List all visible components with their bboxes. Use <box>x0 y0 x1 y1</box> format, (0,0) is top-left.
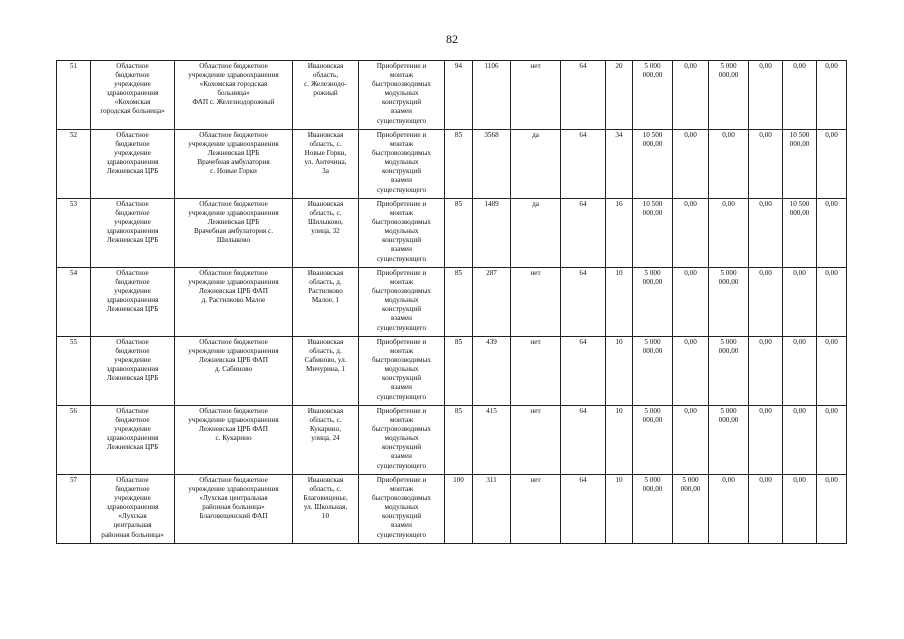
value-cell: 311 <box>473 475 511 544</box>
value-cell: нет <box>511 337 561 406</box>
amount-cell: 5 000 000,00 <box>709 268 749 337</box>
work-type-cell: Приобретение и монтаж быстровозводимых модульных конструкций взамен существующего <box>359 475 445 544</box>
value-cell: 85 <box>445 268 473 337</box>
amount-cell: 0,00 <box>673 337 709 406</box>
value-cell: 3568 <box>473 130 511 199</box>
facility-cell: Областное бюджетное учреждение здравоохранения Лежневская ЦРБ ФАП с. Кукарино <box>175 406 293 475</box>
amount-cell: 0,00 <box>749 268 783 337</box>
facilities-table <box>56 60 847 544</box>
value-cell: 64 <box>561 199 606 268</box>
value-cell: да <box>511 130 561 199</box>
amount-cell: 0,00 <box>673 268 709 337</box>
work-type-cell: Приобретение и монтаж быстровозводимых модульных конструкций взамен существующего <box>359 337 445 406</box>
amount-cell: 0,00 <box>817 130 847 199</box>
value-cell: 64 <box>561 130 606 199</box>
organization-cell: Областное бюджетное учреждение здравоохранения Лежневская ЦРБ <box>91 337 175 406</box>
value-cell: 64 <box>561 337 606 406</box>
value-cell: 100 <box>445 475 473 544</box>
amount-cell: 0,00 <box>783 406 817 475</box>
address-cell: Ивановская область, с. Кукарино, улица, 24 <box>293 406 359 475</box>
value-cell: нет <box>511 61 561 130</box>
amount-cell: 0,00 <box>673 199 709 268</box>
page-number: 82 <box>446 32 458 46</box>
address-cell: Ивановская область, с. Железнодо- рожный <box>293 61 359 130</box>
facility-cell: Областное бюджетное учреждение здравоохранения Лежневская ЦРБ ФАП д. Растилково Малое <box>175 268 293 337</box>
work-type-cell: Приобретение и монтаж быстровозводимых модульных конструкций взамен существующего <box>359 268 445 337</box>
table-row <box>57 61 847 130</box>
value-cell: нет <box>511 475 561 544</box>
address-cell: Ивановская область, с. Новые Горки, ул. Антечина, 3а <box>293 130 359 199</box>
amount-cell: 5 000 000,00 <box>633 337 673 406</box>
amount-cell: 0,00 <box>817 61 847 130</box>
organization-cell: Областное бюджетное учреждение здравоохранения «Кохомская городская больница» <box>91 61 175 130</box>
value-cell: 34 <box>606 130 633 199</box>
amount-cell: 0,00 <box>709 130 749 199</box>
row-number: 52 <box>57 130 91 199</box>
address-cell: Ивановская область, с. Шилыково, улица, 32 <box>293 199 359 268</box>
address-cell: Ивановская область, с. Благовещенье, ул. Школьная, 10 <box>293 475 359 544</box>
amount-cell: 0,00 <box>749 406 783 475</box>
value-cell: 1106 <box>473 61 511 130</box>
amount-cell: 0,00 <box>673 61 709 130</box>
facility-cell: Областное бюджетное учреждение здравоохранения Лежневская ЦРБ Врачебная амбулатория с. Шилыково <box>175 199 293 268</box>
address-cell: Ивановская область, д. Растилково Малое, 1 <box>293 268 359 337</box>
amount-cell: 10 500 000,00 <box>633 130 673 199</box>
amount-cell: 0,00 <box>783 61 817 130</box>
value-cell: 415 <box>473 406 511 475</box>
amount-cell: 5 000 000,00 <box>709 337 749 406</box>
value-cell: 85 <box>445 130 473 199</box>
work-type-cell: Приобретение и монтаж быстровозводимых модульных конструкций взамен существующего <box>359 199 445 268</box>
amount-cell: 0,00 <box>749 199 783 268</box>
value-cell: 10 <box>606 268 633 337</box>
value-cell: 64 <box>561 475 606 544</box>
row-number: 57 <box>57 475 91 544</box>
facility-cell: Областное бюджетное учреждение здравоохранения «Кохомская городская больница» ФАП с. Железнодорожный <box>175 61 293 130</box>
value-cell: 10 <box>606 475 633 544</box>
value-cell: да <box>511 199 561 268</box>
work-type-cell: Приобретение и монтаж быстровозводимых модульных конструкций взамен существующего <box>359 406 445 475</box>
value-cell: 287 <box>473 268 511 337</box>
amount-cell: 10 500 000,00 <box>633 199 673 268</box>
table-row <box>57 337 847 406</box>
value-cell: нет <box>511 268 561 337</box>
organization-cell: Областное бюджетное учреждение здравоохранения Лежневская ЦРБ <box>91 268 175 337</box>
amount-cell: 10 500 000,00 <box>783 199 817 268</box>
organization-cell: Областное бюджетное учреждение здравоохранения Лежневская ЦРБ <box>91 406 175 475</box>
amount-cell: 0,00 <box>749 475 783 544</box>
amount-cell: 0,00 <box>817 406 847 475</box>
value-cell: 10 <box>606 337 633 406</box>
amount-cell: 0,00 <box>783 268 817 337</box>
organization-cell: Областное бюджетное учреждение здравоохранения «Лухская центральная районная больница» <box>91 475 175 544</box>
table-row <box>57 130 847 199</box>
table-row <box>57 268 847 337</box>
facility-cell: Областное бюджетное учреждение здравоохранения Лежневская ЦРБ Врачебная амбулатория с. Новые Горки <box>175 130 293 199</box>
value-cell: 16 <box>606 199 633 268</box>
amount-cell: 10 500 000,00 <box>783 130 817 199</box>
value-cell: 20 <box>606 61 633 130</box>
amount-cell: 0,00 <box>749 130 783 199</box>
value-cell: 64 <box>561 406 606 475</box>
value-cell: 10 <box>606 406 633 475</box>
organization-cell: Областное бюджетное учреждение здравоохранения Лежневская ЦРБ <box>91 199 175 268</box>
row-number: 53 <box>57 199 91 268</box>
amount-cell: 0,00 <box>783 337 817 406</box>
value-cell: 439 <box>473 337 511 406</box>
organization-cell: Областное бюджетное учреждение здравоохранения Лежневская ЦРБ <box>91 130 175 199</box>
amount-cell: 5 000 000,00 <box>633 475 673 544</box>
table-row <box>57 406 847 475</box>
table-row <box>57 199 847 268</box>
amount-cell: 0,00 <box>709 199 749 268</box>
value-cell: 85 <box>445 337 473 406</box>
facility-cell: Областное бюджетное учреждение здравоохранения «Лухская центральная районная больница» Благовещенский ФАП <box>175 475 293 544</box>
row-number: 51 <box>57 61 91 130</box>
value-cell: 64 <box>561 61 606 130</box>
amount-cell: 5 000 000,00 <box>633 406 673 475</box>
value-cell: 85 <box>445 406 473 475</box>
value-cell: 85 <box>445 199 473 268</box>
value-cell: 94 <box>445 61 473 130</box>
amount-cell: 5 000 000,00 <box>633 61 673 130</box>
facility-cell: Областное бюджетное учреждение здравоохранения Лежневская ЦРБ ФАП д. Сабиново <box>175 337 293 406</box>
address-cell: Ивановская область, д. Сабиново, ул. Мичурина, 1 <box>293 337 359 406</box>
value-cell: 64 <box>561 268 606 337</box>
amount-cell: 5 000 000,00 <box>633 268 673 337</box>
amount-cell: 0,00 <box>709 475 749 544</box>
amount-cell: 0,00 <box>673 130 709 199</box>
amount-cell: 0,00 <box>749 61 783 130</box>
amount-cell: 5 000 000,00 <box>709 61 749 130</box>
row-number: 55 <box>57 337 91 406</box>
amount-cell: 0,00 <box>817 337 847 406</box>
row-number: 54 <box>57 268 91 337</box>
work-type-cell: Приобретение и монтаж быстровозводимых модульных конструкций взамен существующего <box>359 61 445 130</box>
value-cell: нет <box>511 406 561 475</box>
amount-cell: 5 000 000,00 <box>709 406 749 475</box>
row-number: 56 <box>57 406 91 475</box>
amount-cell: 5 000 000,00 <box>673 475 709 544</box>
amount-cell: 0,00 <box>783 475 817 544</box>
amount-cell: 0,00 <box>817 199 847 268</box>
value-cell: 1489 <box>473 199 511 268</box>
amount-cell: 0,00 <box>749 337 783 406</box>
amount-cell: 0,00 <box>817 475 847 544</box>
table-row <box>57 475 847 544</box>
amount-cell: 0,00 <box>673 406 709 475</box>
amount-cell: 0,00 <box>817 268 847 337</box>
work-type-cell: Приобретение и монтаж быстровозводимых модульных конструкций взамен существующего <box>359 130 445 199</box>
